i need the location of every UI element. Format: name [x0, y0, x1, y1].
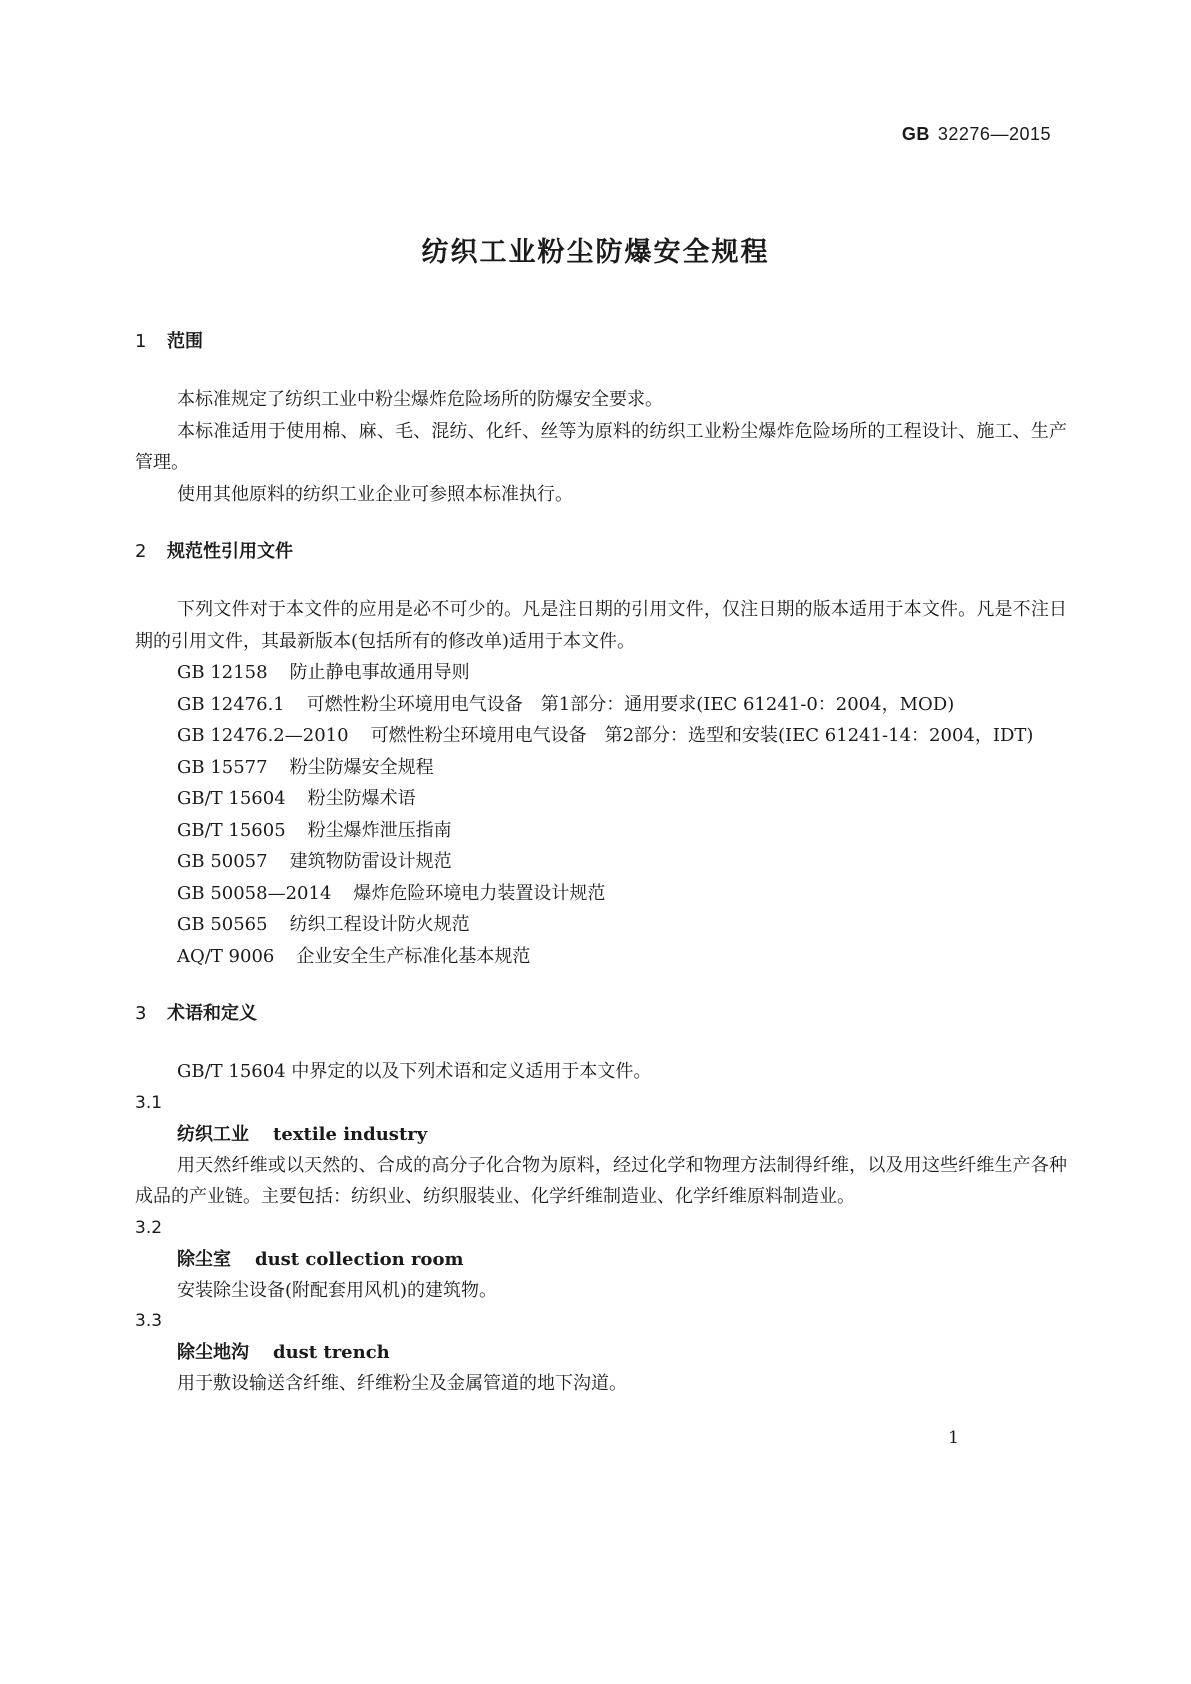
reference-item: GB 50058—2014 爆炸危险环境电力装置设计规范: [177, 882, 606, 904]
document-body: [135, 330, 1067, 1400]
term-number: 3.1: [135, 1092, 163, 1113]
term-name: 除尘室 dust collection room: [177, 1248, 464, 1270]
section-heading-scope: 1 范围: [135, 331, 203, 352]
references-intro: 下列文件对于本文件的应用是必不可少的。凡是注日期的引用文件，仅注日期的版本适用于本文件。凡是不注日期的引用文件，其最新版本(包括所有的修改单)适用于本文件。: [135, 599, 1067, 652]
document-title: 纺织工业粉尘防爆安全规程: [421, 237, 770, 268]
page-number: 1: [948, 1428, 959, 1448]
reference-item: GB 12158 防止静电事故通用导则: [177, 662, 470, 683]
term-name: 纺织工业 textile industry: [177, 1123, 428, 1145]
term-number: 3.2: [135, 1217, 163, 1238]
term-name: 除尘地沟 dust trench: [177, 1342, 390, 1363]
reference-item: GB 50565 纺织工程设计防火规范: [177, 914, 470, 935]
reference-item: GB 12476.2—2010 可燃性粉尘环境用电气设备 第2部分：选型和安装(IEC 61241-14：2004，IDT): [177, 725, 1034, 746]
standard-number: [902, 124, 1051, 145]
term-definition: 安装除尘设备(附配套用风机)的建筑物。: [177, 1279, 498, 1301]
section-heading-normative-references: 2 规范性引用文件: [135, 541, 293, 562]
reference-item: AQ/T 9006 企业安全生产标准化基本规范: [177, 945, 531, 967]
terms-intro: GB/T 15604 中界定的以及下列术语和定义适用于本文件。: [177, 1061, 652, 1082]
reference-item: GB 15577 粉尘防爆安全规程: [177, 756, 434, 778]
scope-paragraph: 使用其他原料的纺织工业企业可参照本标准执行。: [177, 483, 573, 505]
reference-item: GB 50057 建筑物防雷设计规范: [177, 851, 452, 872]
scope-paragraph: 本标准规定了纺织工业中粉尘爆炸危险场所的防爆安全要求。: [177, 389, 663, 410]
reference-item: GB/T 15605 粉尘爆炸泄压指南: [177, 819, 452, 841]
standard-code: 32276—2015: [937, 124, 1051, 144]
scope-paragraph: 本标准适用于使用棉、麻、毛、混纺、化纤、丝等为原料的纺织工业粉尘爆炸危险场所的工程设计、施工、生产管理。: [135, 420, 1067, 473]
reference-item: GB/T 15604 粉尘防爆术语: [177, 788, 416, 809]
term-definition: 用天然纤维或以天然的、合成的高分子化合物为原料，经过化学和物理方法制得纤维，以及用这些纤维生产各种成品的产业链。主要包括：纺织业、纺织服装业、化学纤维制造业、化学纤维原料制造业。: [135, 1154, 1067, 1207]
reference-item: GB 12476.1 可燃性粉尘环境用电气设备 第1部分：通用要求(IEC 61241-0：2004，MOD): [177, 693, 955, 715]
term-number: 3.3: [135, 1311, 163, 1331]
standard-prefix: GB: [901, 124, 930, 144]
section-heading-terms-definitions: 3 术语和定义: [135, 1003, 257, 1024]
term-definition: 用于敷设输送含纤维、纤维粉尘及金属管道的地下沟道。: [177, 1373, 627, 1394]
